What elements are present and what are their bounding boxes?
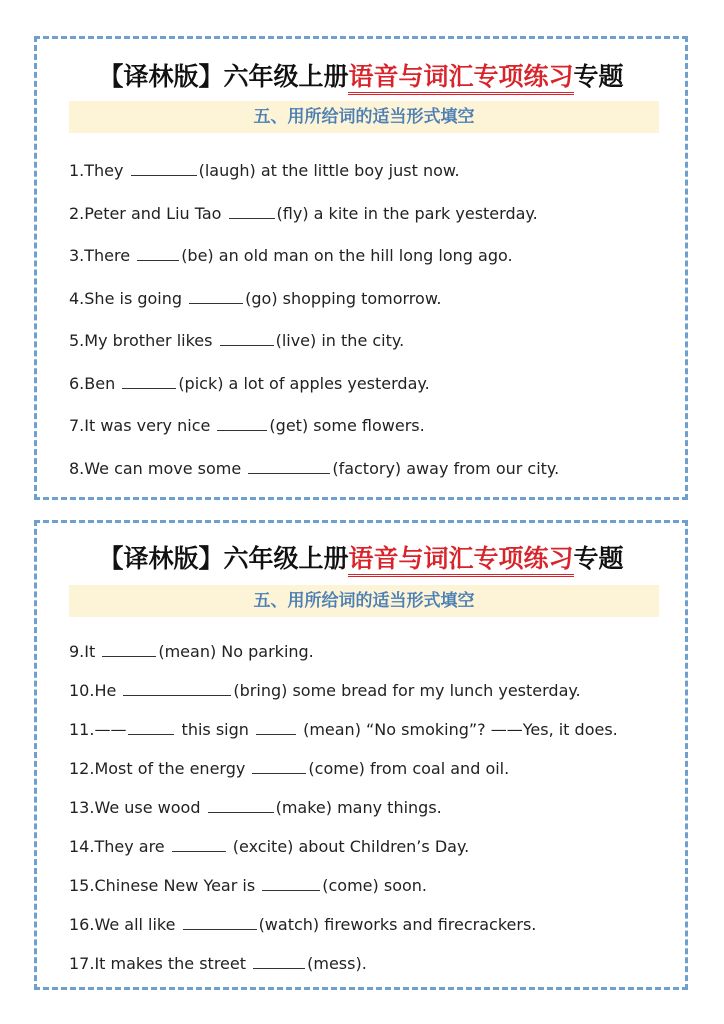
answer-blank[interactable] xyxy=(131,161,197,176)
question-9 xyxy=(69,642,314,661)
q-text: this sign xyxy=(176,720,254,739)
q-text: 15.Chinese New Year is xyxy=(69,876,261,895)
question-3 xyxy=(69,246,513,265)
q-text: (laugh) at the little boy just now. xyxy=(198,161,460,180)
q-text: 5.My brother likes xyxy=(69,331,218,350)
q-text: 1.They xyxy=(69,161,129,180)
q-text: 14.They are xyxy=(69,837,170,856)
question-2 xyxy=(69,204,538,223)
exercise-card-1 xyxy=(34,36,688,500)
q-text: 16.We all like xyxy=(69,915,181,934)
answer-blank[interactable] xyxy=(220,331,274,346)
section-subtitle: 五、用所给词的适当形式填空 xyxy=(69,101,659,133)
answer-blank[interactable] xyxy=(102,642,156,657)
answer-blank[interactable] xyxy=(229,204,275,219)
answer-blank[interactable] xyxy=(256,720,296,735)
q-text: (live) in the city. xyxy=(275,331,405,350)
question-5 xyxy=(69,331,404,350)
title-suffix: 专题 xyxy=(573,544,624,573)
title-prefix: 【译林版】六年级上册 xyxy=(98,62,349,91)
question-6 xyxy=(69,374,430,393)
q-text: (mean) “No smoking”? ——Yes, it does. xyxy=(297,720,618,739)
q-text: (pick) a lot of apples yesterday. xyxy=(178,374,430,393)
q-text: (go) shopping tomorrow. xyxy=(245,289,442,308)
exercise-card-2 xyxy=(34,520,688,990)
question-15 xyxy=(69,876,427,895)
question-11 xyxy=(69,720,618,739)
question-14 xyxy=(69,837,469,856)
q-text: 2.Peter and Liu Tao xyxy=(69,204,227,223)
question-7 xyxy=(69,416,425,435)
question-16 xyxy=(69,915,536,934)
q-text: 17.It makes the street xyxy=(69,954,252,973)
q-text: 11.—— xyxy=(69,720,127,739)
answer-blank[interactable] xyxy=(123,681,231,696)
answer-blank[interactable] xyxy=(122,374,176,389)
q-text: 13.We use wood xyxy=(69,798,206,817)
worksheet-title xyxy=(37,57,685,93)
q-text: 7.It was very nice xyxy=(69,416,216,435)
q-text: (be) an old man on the hill long long ago. xyxy=(181,246,513,265)
title-suffix: 专题 xyxy=(573,62,624,91)
question-4 xyxy=(69,289,442,308)
question-17 xyxy=(69,954,367,973)
q-text: (mean) No parking. xyxy=(158,642,314,661)
title-highlight: 语音与词汇专项练习 xyxy=(348,62,573,95)
answer-blank[interactable] xyxy=(253,954,305,969)
answer-blank[interactable] xyxy=(137,246,179,261)
q-text: (come) from coal and oil. xyxy=(308,759,510,778)
q-text: (come) soon. xyxy=(322,876,427,895)
answer-blank[interactable] xyxy=(128,720,174,735)
answer-blank[interactable] xyxy=(172,837,226,852)
question-13 xyxy=(69,798,442,817)
question-8 xyxy=(69,459,559,478)
answer-blank[interactable] xyxy=(252,759,306,774)
q-text: (excite) about Children’s Day. xyxy=(227,837,470,856)
answer-blank[interactable] xyxy=(183,915,257,930)
title-prefix: 【译林版】六年级上册 xyxy=(98,544,349,573)
question-12 xyxy=(69,759,509,778)
q-text: 6.Ben xyxy=(69,374,121,393)
section-subtitle: 五、用所给词的适当形式填空 xyxy=(69,585,659,617)
answer-blank[interactable] xyxy=(262,876,320,891)
q-text: 10.He xyxy=(69,681,122,700)
q-text: 3.There xyxy=(69,246,136,265)
q-text: 12.Most of the energy xyxy=(69,759,251,778)
answer-blank[interactable] xyxy=(248,459,330,474)
q-text: 9.It xyxy=(69,642,101,661)
q-text: (get) some flowers. xyxy=(269,416,425,435)
answer-blank[interactable] xyxy=(189,289,243,304)
q-text: 8.We can move some xyxy=(69,459,247,478)
q-text: (factory) away from our city. xyxy=(332,459,560,478)
answer-blank[interactable] xyxy=(208,798,274,813)
q-text: (mess). xyxy=(307,954,367,973)
question-10 xyxy=(69,681,581,700)
q-text: (make) many things. xyxy=(275,798,442,817)
worksheet-title xyxy=(37,539,685,575)
q-text: (fly) a kite in the park yesterday. xyxy=(276,204,538,223)
q-text: (bring) some bread for my lunch yesterday. xyxy=(233,681,581,700)
q-text: 4.She is going xyxy=(69,289,188,308)
answer-blank[interactable] xyxy=(217,416,267,431)
question-1 xyxy=(69,161,460,180)
q-text: (watch) fireworks and firecrackers. xyxy=(258,915,537,934)
title-highlight: 语音与词汇专项练习 xyxy=(348,544,573,577)
